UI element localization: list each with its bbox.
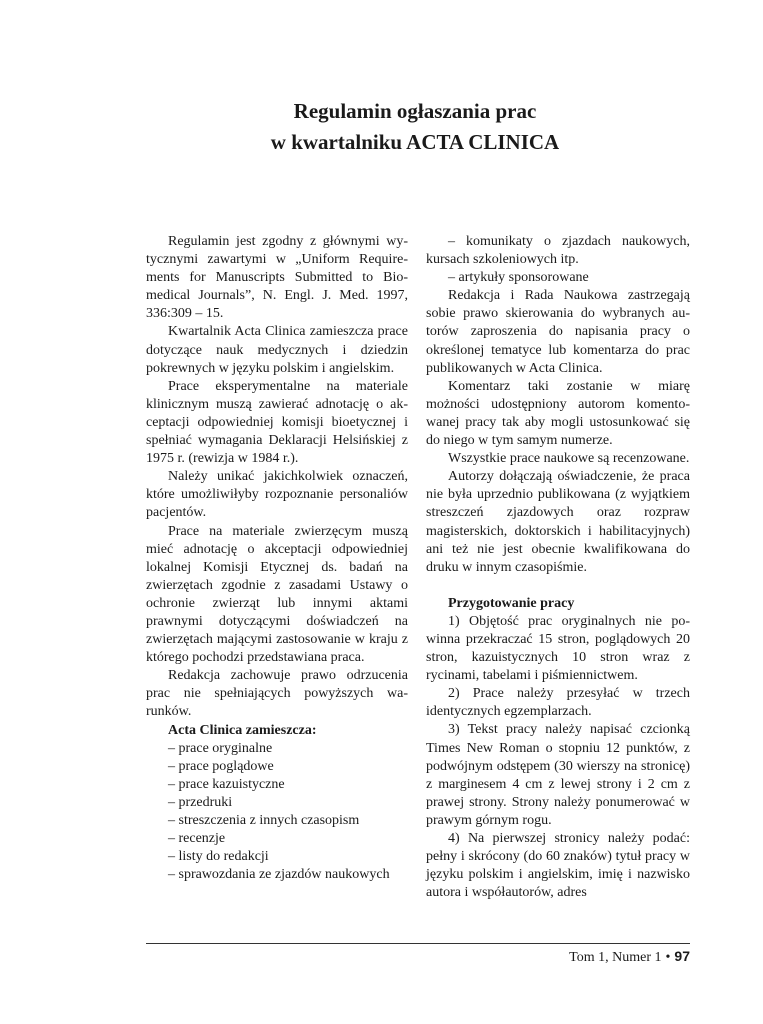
paragraph: 1) Objętość prac oryginalnych nie powinna przekraczać 15 stron, poglądowych 20 stron, kazuistycznych 10 stron wraz z rycinami, tabelami i piśmiennictwem. <box>426 613 690 684</box>
paragraph: Kwartalnik Acta Clinica zamieszcza prace dotyczące nauk medycznych i dziedzin pokrewnych w języku polskim i angielskim. <box>146 324 408 376</box>
page-number: 97 <box>674 948 690 964</box>
list-item: – streszczenia z innych czasopism <box>168 813 360 828</box>
issue-label: Tom 1, Numer 1 <box>569 950 662 965</box>
page-title <box>200 96 630 158</box>
list-item: – sprawozdania ze zjazdów naukowych <box>168 867 390 883</box>
paragraph: Redakcja i Rada Naukowa zastrzegają sobie prawo skierowania do wybranych autorów zaproszenia do napisania pracy o określonej tematyce lub komentarza do prac publikowanych w Acta Clinica. <box>426 288 690 376</box>
paragraph: Prace na materiale zwierzęcym muszą mieć adnotację o akceptacji odpowiedniej lokalnej Komisji Etycznej ds. badań na zwierzętach zgodnie z zasadami Ustawy o ochronie zwierząt lub innymi aktami prawnymi dotyczącymi doświadczeń na zwierzętach mającymi zastosowanie w kraju z którego pochodzi przedstawiana praca. <box>146 523 408 666</box>
right-column <box>426 233 690 902</box>
list-item: – prace oryginalne <box>168 740 273 756</box>
paragraph: 4) Na pierwszej stronicy należy podać: pełny i skrócony (do 60 znaków) tytuł pracy w języku polskim i angielskim, imię i nazwisko autora i współautorów, adres <box>426 831 690 901</box>
page-footer <box>569 948 690 966</box>
paragraph: Komentarz taki zostanie w miarę możności udostępniony autorom komentowanej pracy tak aby mogli ustosunkować się do niego w tym samym numerze. <box>426 378 690 449</box>
list-item: – recenzje <box>168 831 226 847</box>
paragraph: Redakcja zachowuje prawo odrzucenia prac nie spełniających powyższych warunków. <box>146 668 408 720</box>
title-line-2: w kwartalniku ACTA CLINICA <box>270 130 560 154</box>
title-line-1: Regulamin ogłaszania prac <box>293 99 537 123</box>
list-item: – listy do redakcji <box>168 849 269 865</box>
list-item: – komunikaty o zjazdach naukowych, kursach szkoleniowych itp. <box>426 234 690 268</box>
paragraph: 3) Tekst pracy należy napisać czcionką Times New Roman o stopniu 12 punktów, z podwójnym odstępem (30 wierszy na stronicę) z marginesem 4 cm z lewej strony i 2 cm z prawej strony. Strony należy ponumerować w prawym górnym rogu. <box>426 722 690 828</box>
paragraph: Należy unikać jakichkolwiek oznaczeń, które umożliwiłyby rozpoznanie personaliów pacjentów. <box>146 469 408 521</box>
list-item: – artykuły sponsorowane <box>448 270 589 286</box>
bullet-separator: • <box>665 950 671 965</box>
list-heading: Acta Clinica zamieszcza: <box>168 722 317 738</box>
section-heading: Przygotowanie pracy <box>448 595 575 611</box>
paragraph: Wszystkie prace naukowe są recenzowane. <box>448 451 690 467</box>
left-column <box>146 233 408 884</box>
paragraph: Regulamin jest zgodny z głównymi wytycznymi zawartymi w „Uniform Requirements for Manuscripts Submitted to Biomedical Journals”, N. Engl. J. Med. 1997, 336:309 – 15. <box>146 234 408 322</box>
paragraph: Autorzy dołączają oświadczenie, że praca nie była uprzednio publikowana (z wyjątkiem streszczeń zjazdowych oraz rozpraw magisterskich, doktorskich i habilitacyjnych) ani też nie jest obecnie kwalifikowana do druku w innym czasopiśmie. <box>426 469 690 575</box>
list-item: – prace poglądowe <box>168 758 274 774</box>
list-item: – prace kazuistyczne <box>168 776 285 792</box>
paragraph: 2) Prace należy przesyłać w trzech identycznych egzemplarzach. <box>426 686 690 720</box>
paragraph: Prace eksperymentalne na materiale klinicznym muszą zawierać adnotację o akceptacji odpowiedniej komisji bioetycznej i spełniać wymagania Deklaracji Helsińskiej z 1975 r. (rewizja w 1984 r.). <box>146 378 408 467</box>
footer-divider <box>146 943 690 944</box>
list-item: – przedruki <box>168 794 233 810</box>
